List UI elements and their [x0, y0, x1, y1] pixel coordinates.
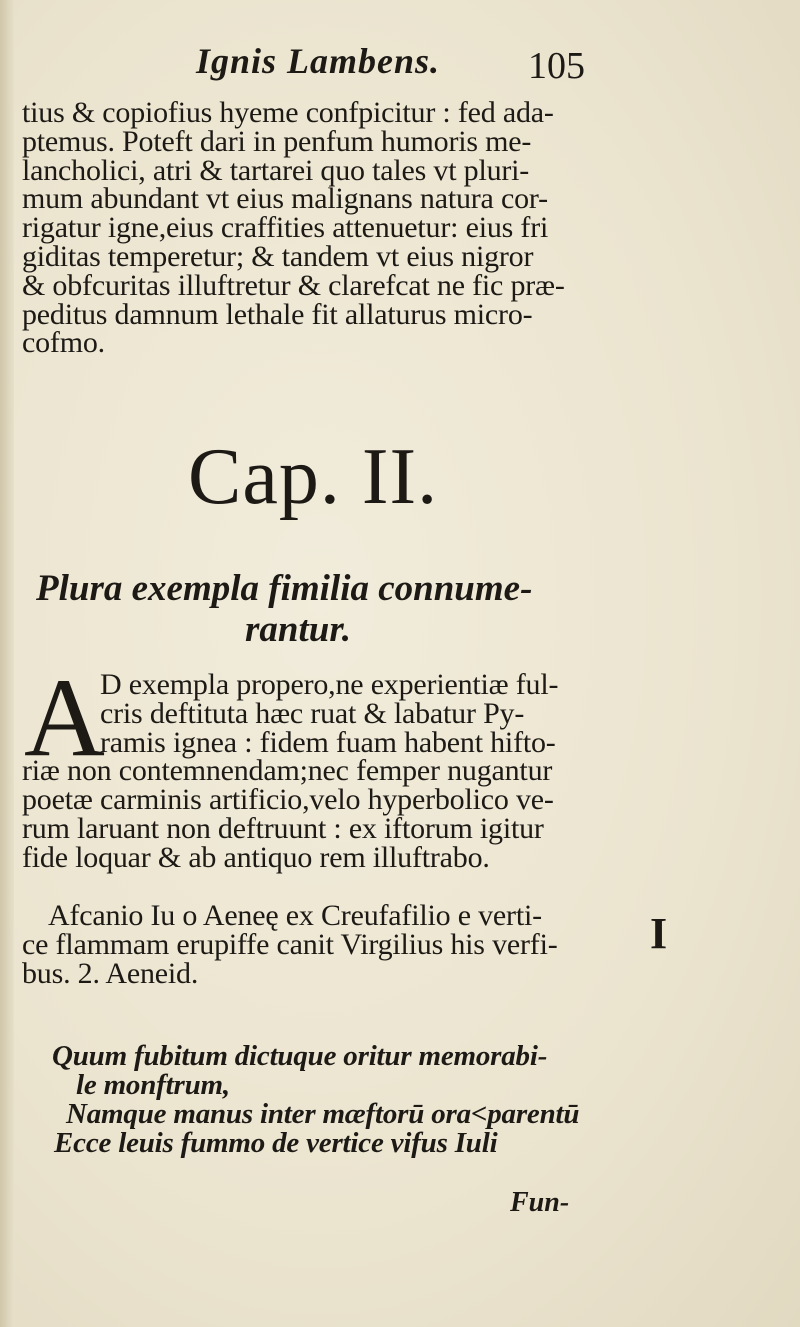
text-line: poetæ carminis artificio,velo hyperbolico ve-	[22, 783, 554, 817]
text-line: rigatur igne,eius craffities attenuetur: eius fri	[22, 211, 549, 245]
text-line: cris deftituta hæc ruat & labatur Py-	[100, 696, 525, 730]
chapter-subtitle-line-1: Plura exempla fimilia connume-	[36, 568, 533, 609]
text-line: D exempla propero,ne experientiæ ful-	[100, 668, 559, 701]
page-gutter	[0, 0, 14, 1327]
verse-quotation	[22, 1042, 622, 1158]
text-line: mum abundant vt eius malignans natura cor-	[22, 182, 548, 216]
marginal-note: I	[650, 909, 668, 958]
chapter-heading: Cap. II.	[188, 433, 439, 521]
verse-line: Namque manus inter mæftorū ora<parentū	[66, 1098, 580, 1130]
text-line: lancholici, atri & tartarei quo tales vt pluri-	[22, 153, 530, 187]
text-line: cofmo.	[22, 326, 105, 360]
text-line: tius & copiofius hyeme confpicitur : fed ada-	[22, 96, 554, 129]
paragraph-ascanius	[22, 899, 622, 990]
text-line: ce flammam erupiffe canit Virgilius his verfi-	[22, 927, 558, 961]
verse-line: le monftrum,	[76, 1069, 230, 1101]
text-line: giditas temperetur; & tandem vt eius nigror	[22, 239, 534, 273]
chapter-subtitle-line-2: rantur.	[245, 609, 351, 650]
paragraph-continuation	[22, 96, 622, 360]
verse-line: Ecce leuis fummo de vertice vifus Iuli	[54, 1127, 498, 1159]
text-line: rum laruant non deftruunt : ex iftorum igitur	[22, 811, 544, 845]
text-line: fide loquar & ab antiquo rem illuftrabo.	[22, 840, 490, 874]
text-line: & obfcuritas illuftretur & clarefcat ne fic præ-	[22, 268, 565, 302]
text-line: Afcanio Iu o Aeneę ex Creufafilio e verti-	[48, 899, 542, 932]
catchword: Fun-	[510, 1187, 570, 1218]
verse-line: Quum fubitum dictuque oritur memorabi-	[52, 1040, 548, 1072]
running-header: Ignis Lambens.	[196, 41, 441, 81]
text-line: riæ non contemnendam;nec femper nugantur	[22, 754, 553, 788]
text-line: ramis ignea : fidem fuam habent hifto-	[100, 725, 556, 759]
text-line: peditus damnum lethale fit allaturus micro-	[22, 297, 533, 331]
text-line: bus. 2. Aeneid.	[22, 956, 199, 990]
paragraph-opening	[22, 668, 622, 874]
text-line: ptemus. Poteft dari in penfum humoris me-	[22, 124, 532, 158]
drop-cap: A	[24, 656, 105, 780]
page-number: 105	[528, 45, 585, 87]
